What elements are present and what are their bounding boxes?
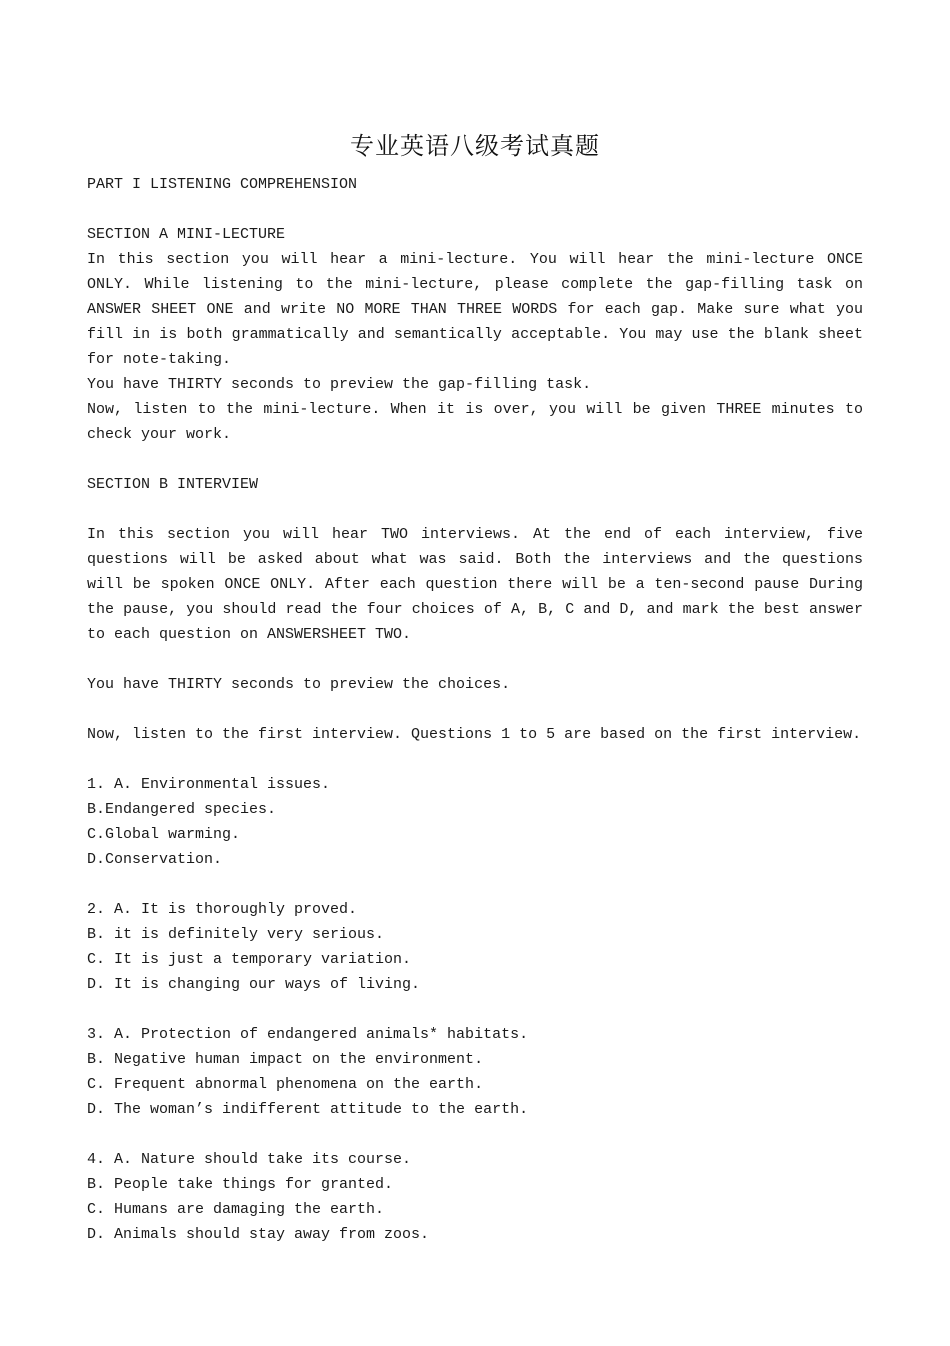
spacer — [87, 697, 863, 722]
spacer — [87, 872, 863, 897]
section-b-preview: You have THIRTY seconds to preview the choices. — [87, 676, 511, 693]
question-2-line-4: D. It is changing our ways of living. — [87, 976, 421, 993]
section-b-instructions: In this section you will hear TWO interviews. At the end of each interview, five questions will be asked about what was said. Both the interviews and the questions will be spoken ONCE ONLY. After each question there will be a ten-second pause During the pause, you should read the four choices of A, B, C and D, and mark the best answer to each question on ANSWERSHEET TWO. — [87, 526, 863, 643]
question-2-line-1: 2. A. It is thoroughly proved. — [87, 901, 358, 918]
spacer — [87, 647, 863, 672]
question-1-line-2: B.Endangered species. — [87, 801, 277, 818]
part-heading: PART I LISTENING COMPREHENSION — [87, 176, 358, 193]
question-1 — [87, 772, 863, 872]
question-4 — [87, 1147, 863, 1247]
section-a-preview: You have THIRTY seconds to preview the gap-filling task. — [87, 376, 592, 393]
question-2 — [87, 897, 863, 997]
question-3-line-3: C. Frequent abnormal phenomena on the earth. — [87, 1076, 484, 1093]
question-3-line-1: 3. A. Protection of endangered animals* habitats. — [87, 1026, 529, 1043]
question-3-line-4: D. The woman’s indifferent attitude to the earth. — [87, 1101, 529, 1118]
question-3 — [87, 1022, 863, 1122]
question-4-line-4: D. Animals should stay away from zoos. — [87, 1226, 430, 1243]
document-body — [87, 172, 863, 1247]
spacer — [87, 497, 863, 522]
spacer — [87, 997, 863, 1022]
question-3-line-2: B. Negative human impact on the environment. — [87, 1051, 484, 1068]
question-1-line-3: C.Global warming. — [87, 826, 241, 843]
section-b-heading: SECTION B INTERVIEW — [87, 476, 259, 493]
question-4-line-1: 4. A. Nature should take its course. — [87, 1151, 412, 1168]
question-1-line-4: D.Conservation. — [87, 851, 223, 868]
spacer — [87, 747, 863, 772]
question-1-line-1: 1. A. Environmental issues. — [87, 776, 331, 793]
section-b-listen: Now, listen to the first interview. Questions 1 to 5 are based on the first interview. — [87, 726, 862, 743]
section-a-heading: SECTION A MINI-LECTURE — [87, 226, 286, 243]
section-a-listen: Now, listen to the mini-lecture. When it is over, you will be given THREE minutes to check your work. — [87, 401, 863, 443]
page-title: 专业英语八级考试真题 — [350, 132, 600, 160]
spacer — [87, 447, 863, 472]
spacer — [87, 197, 863, 222]
question-4-line-3: C. Humans are damaging the earth. — [87, 1201, 385, 1218]
spacer — [87, 1122, 863, 1147]
question-2-line-2: B. it is definitely very serious. — [87, 926, 385, 943]
question-4-line-2: B. People take things for granted. — [87, 1176, 394, 1193]
question-2-line-3: C. It is just a temporary variation. — [87, 951, 412, 968]
section-a-instructions: In this section you will hear a mini-lecture. You will hear the mini-lecture ONCE ONLY. While listening to the mini-lecture, please complete the gap-filling task on ANSWER SHEET ONE and write NO MORE THAN THREE WORDS for each gap. Make sure what you fill in is both grammatically and semantically acceptable. You may use the blank sheet for note-taking. — [87, 251, 863, 368]
